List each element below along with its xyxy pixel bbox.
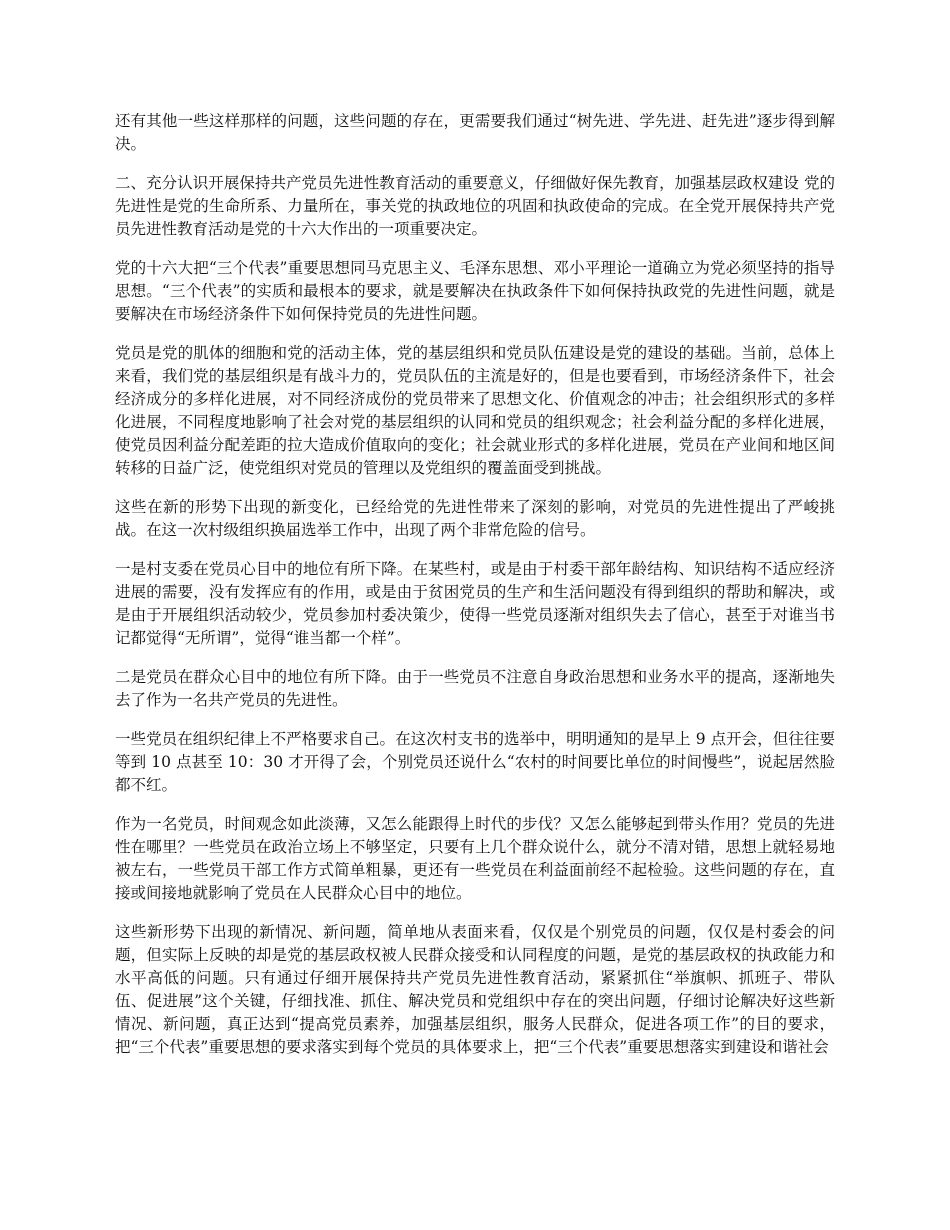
paragraph-2: 二、充分认识开展保持共产党员先进性教育活动的重要意义，仔细做好保先教育，加强基层政权建设 党的先进性是党的生命所系、力量所在，事关党的执政地位的巩固和执政使命的完成。在全党开展保持共产党员先进性教育活动是党的十六大作出的一项重要决定。 (115, 174, 835, 238)
paragraph-6: 一是村支委在党员心目中的地位有所下降。在某些村，或是由于村委干部年龄结构、知识结构不适应经济进展的需要，没有发挥应有的作用，或是由于贫困党员的生产和生活问题没有得到组织的帮助和解决，或是由于开展组织活动较少，党员参加村委决策少，使得一些党员逐渐对组织失去了信心，甚至于对谁当书记都觉得“无所谓”，觉得“谁当都一个样”。 (115, 560, 835, 647)
paragraph-4: 党员是党的肌体的细胞和党的活动主体，党的基层组织和党员队伍建设是党的建设的基础。当前，总体上来看，我们党的基层组织是有战斗力的，党员队伍的主流是好的，但是也要看到，市场经济条件下，社会经济成分的多样化进展，对不同经济成份的党员带来了思想文化、价值观念的冲击；社会组织形式的多样化进展，不同程度地影响了社会对党的基层组织的认同和党员的组织观念；社会利益分配的多样化进展，使党员因利益分配差距的拉大造成价值取向的变化；社会就业形式的多样化进展，党员在产业间和地区间转移的日益广泛，使党组织对党员的管理以及党组织的覆盖面受到挑战。 (115, 344, 835, 477)
paragraph-9: 作为一名党员，时间观念如此淡薄，又怎么能跟得上时代的步伐？又怎么能够起到带头作用？党员的先进性在哪里？一些党员在政治立场上不够坚定，只要有上几个群众说什么，就分不清对错，思想上就轻易地被左右，一些党员干部工作方式简单粗暴，更还有一些党员在利益面前经不起检验。这些问题的存在，直接或间接地就影响了党员在人民群众心目中的地位。 (115, 815, 835, 902)
paragraph-1: 还有其他一些这样那样的问题，这些问题的存在，更需要我们通过“树先进、学先进、赶先进”逐步得到解决。 (115, 112, 835, 153)
paragraph-5: 这些在新的形势下出现的新变化，已经给党的先进性带来了深刻的影响，对党员的先进性提出了严峻挑战。在这一次村级组织换届选举工作中，出现了两个非常危险的信号。 (115, 498, 835, 539)
paragraph-8: 一些党员在组织纪律上不严格要求自己。在这次村支书的选举中，明明通知的是早上 9 点开会，但往往要等到 10 点甚至 10：30 才开得了会，个别党员还说什么“农村的时间要比单位的时间慢些”，说起居然脸都不红。 (115, 730, 835, 794)
paragraph-7: 二是党员在群众心目中的地位有所下降。由于一些党员不注意自身政治思想和业务水平的提高，逐渐地失去了作为一名共产党员的先进性。 (115, 668, 835, 709)
paragraph-3: 党的十六大把“三个代表”重要思想同马克思主义、毛泽东思想、邓小平理论一道确立为党必须坚持的指导思想。“三个代表”的实质和最根本的要求，就是要解决在执政条件下如何保持执政党的先进性问题，就是要解决在市场经济条件下如何保持党员的先进性问题。 (115, 259, 835, 323)
paragraph-10: 这些新形势下出现的新情况、新问题，简单地从表面来看，仅仅是个别党员的问题，仅仅是村委会的问题，但实际上反映的却是党的基层政权被人民群众接受和认同程度的问题，是党的基层政权的执政能力和水平高低的问题。只有通过仔细开展保持共产党员先进性教育活动，紧紧抓住“举旗帜、抓班子、带队伍、促进展”这个关键，仔细找准、抓住、解决党员和党组织中存在的突出问题，仔细讨论解决好这些新情况、新问题，真正达到“提高党员素养，加强基层组织，服务人民群众，促进各项工作”的目的要求，把“三个代表”重要思想的要求落实到每个党员的具体要求上，把“三个代表”重要思想落实到建设和谐社会 (115, 923, 835, 1056)
